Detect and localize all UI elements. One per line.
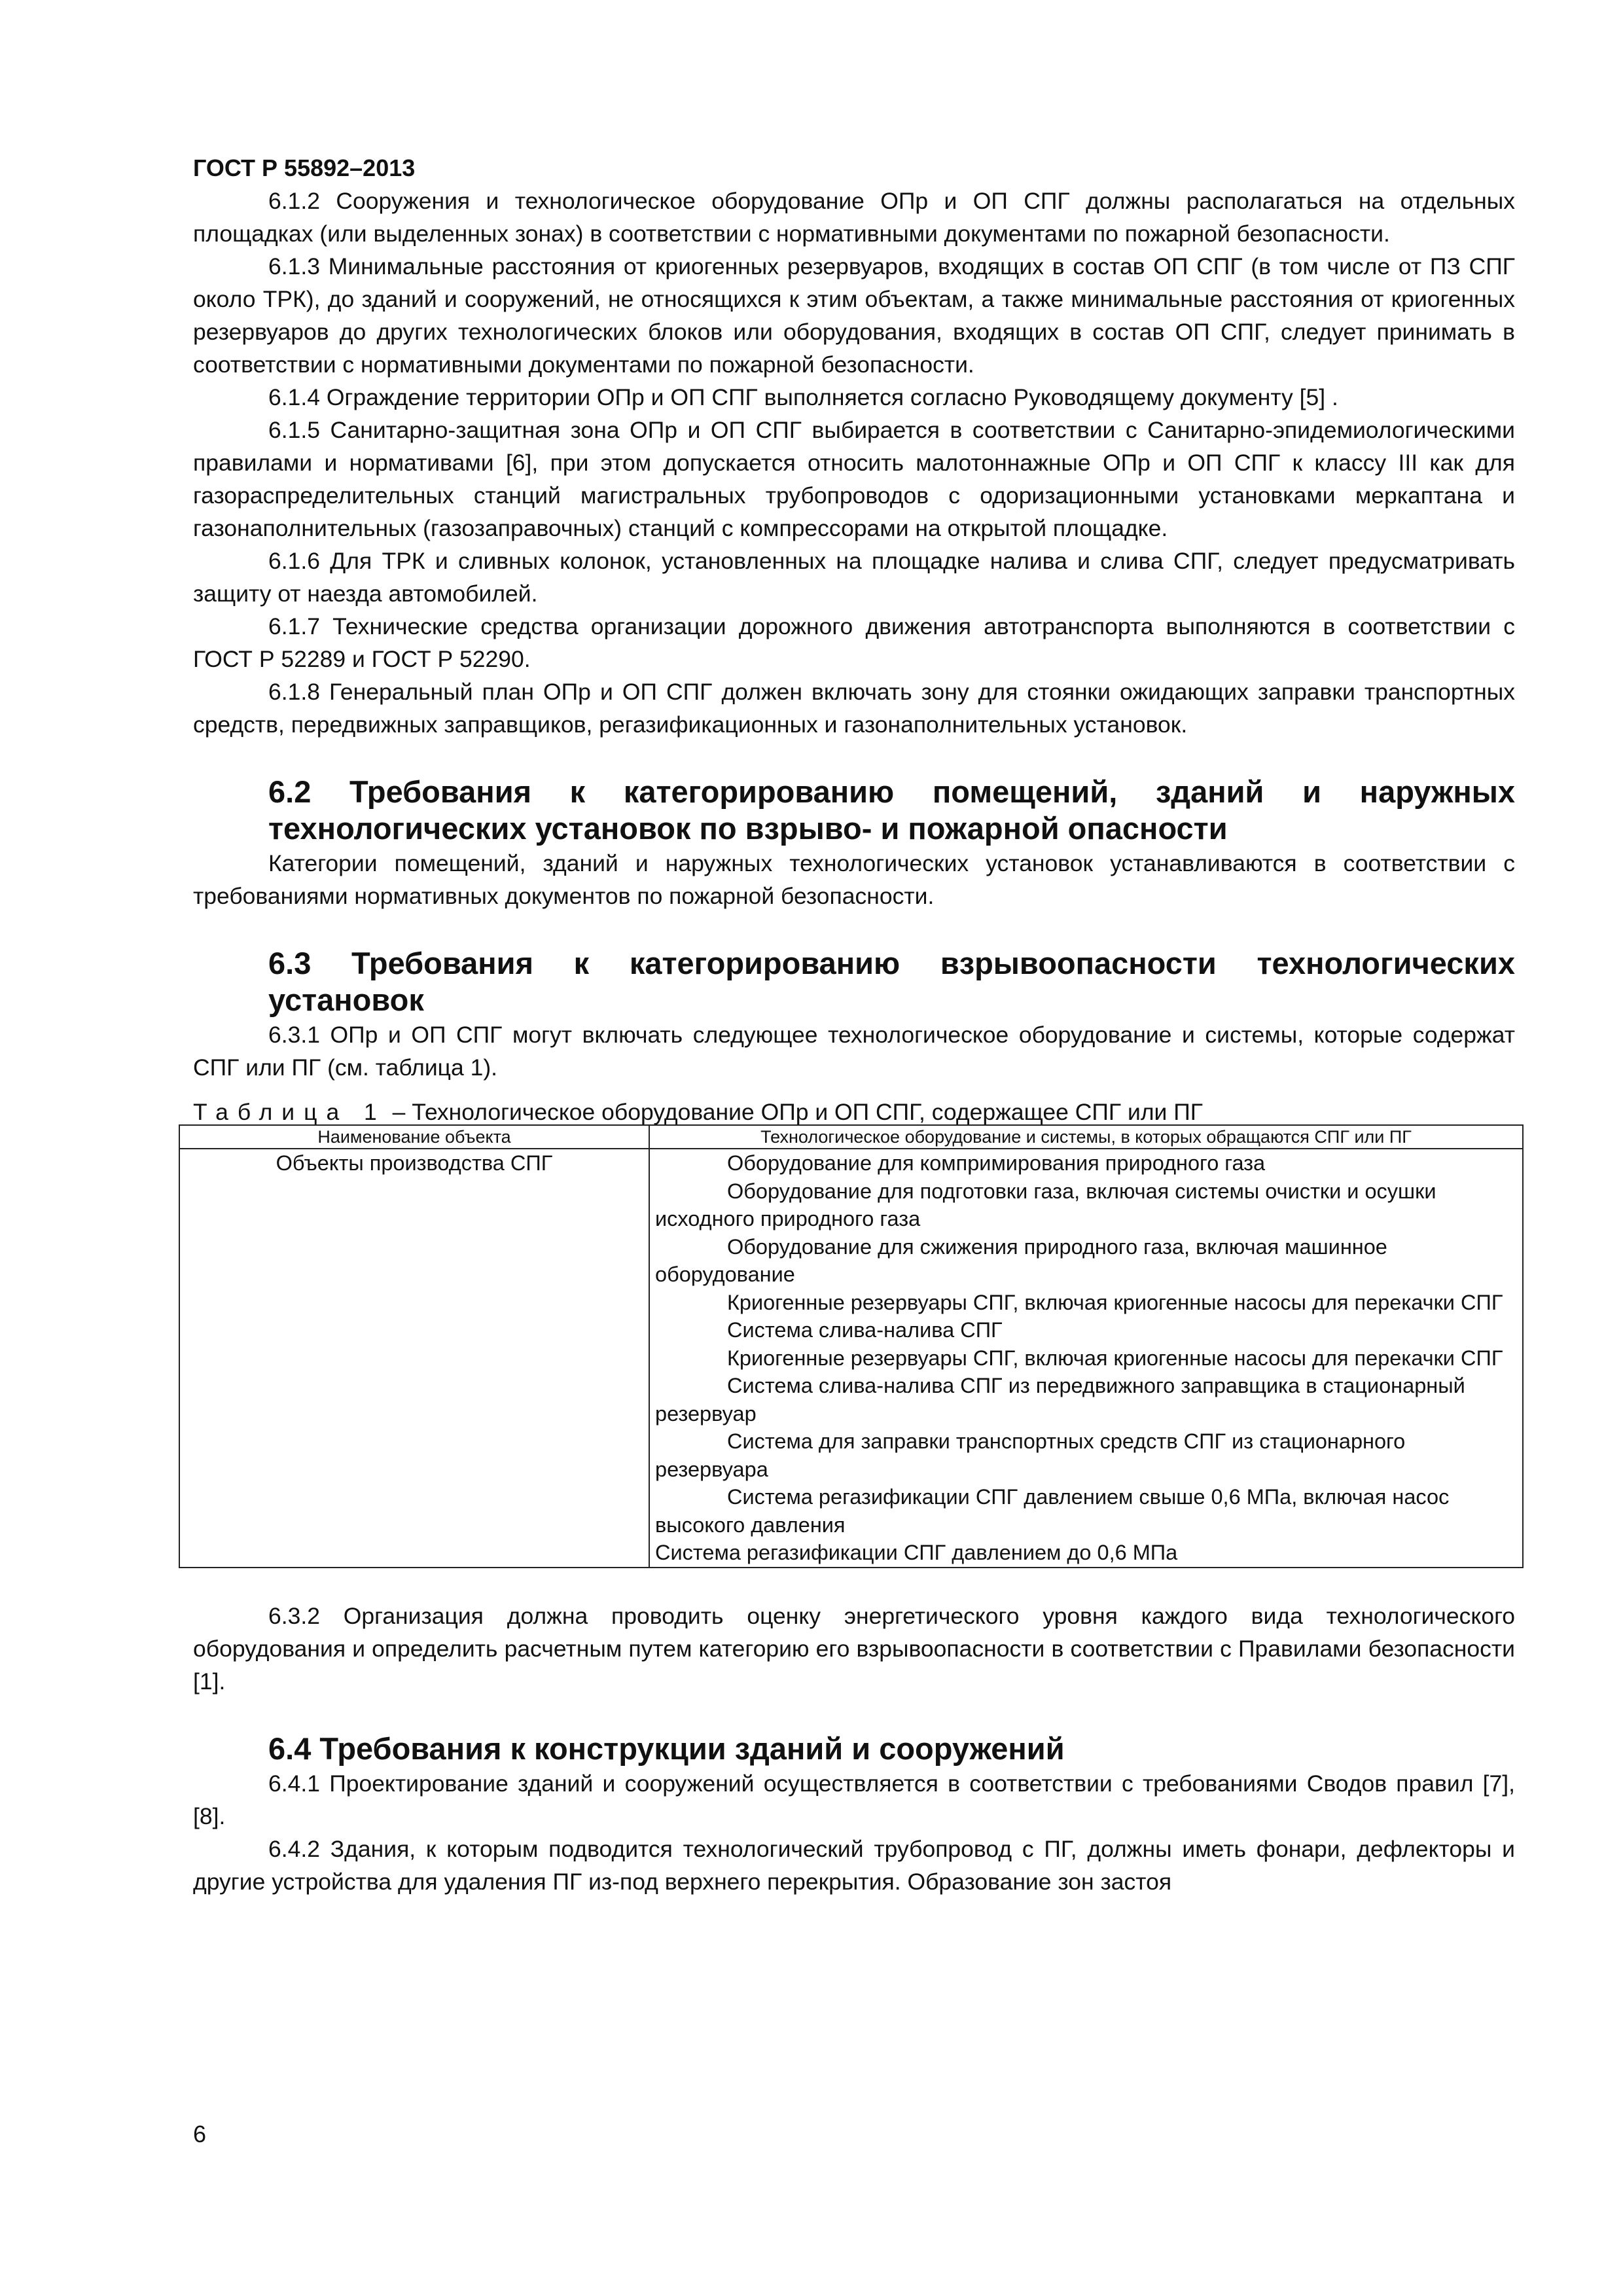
paragraph-6-1-4: 6.1.4 Ограждение территории ОПр и ОП СПГ выполняется согласно Руководящему документу [5] . xyxy=(268,384,1338,410)
document-page xyxy=(193,152,1515,1898)
table-caption-label: Таблица 1 xyxy=(193,1099,386,1125)
equipment-item: Криогенные резервуары СПГ, включая криогенные насосы для перекачки СПГ xyxy=(727,1290,1503,1314)
equipment-item: Оборудование для подготовки газа, включая системы очистки и осушки исходного природного газа xyxy=(655,1179,1436,1230)
paragraph-6-1-8: 6.1.8 Генеральный план ОПр и ОП СПГ должен включать зону для стоянки ожидающих заправки транспортных средств, передвижных заправщиков, регазификационных и газонаполнительных установок. xyxy=(193,679,1515,738)
paragraph-6-3-2: 6.3.2 Организация должна проводить оценку энергетического уровня каждого вида технологического оборудования и определить расчетным путем категорию его взрывоопасности в соответствии с Правилами безопасности [1]. xyxy=(193,1602,1515,1695)
table-cell-object: Объекты производства СПГ xyxy=(179,1149,649,1568)
document-header: ГОСТ Р 55892–2013 xyxy=(193,154,416,181)
paragraph-6-1-5: 6.1.5 Санитарно-защитная зона ОПр и ОП СПГ выбирается в соответствии с Санитарно-эпидемиологическими правилами и нормативами [6], при этом допускается относить малотоннажные ОПр и ОП СПГ к классу III как для газораспределительных станций магистральных трубопроводов с одоризационными установками меркаптана и газонаполнительных (газозаправочных) станций с компрессорами на открытой площадке. xyxy=(193,417,1515,541)
section-heading-6-3: 6.3 Требования к категорированию взрывоопасности технологических установок xyxy=(268,946,1515,1017)
table-header-row xyxy=(179,1125,1523,1149)
table-row xyxy=(179,1149,1523,1568)
paragraph-6-4-2: 6.4.2 Здания, к которым подводится технологический трубопровод с ПГ, должны иметь фонари, дефлекторы и другие устройства для удаления ПГ из-под верхнего перекрытия. Образование зон застоя xyxy=(193,1835,1515,1895)
equipment-item: Система слива-налива СПГ xyxy=(727,1318,1003,1342)
table-header-equipment: Технологическое оборудование и системы, в которых обращаются СПГ или ПГ xyxy=(649,1125,1523,1149)
equipment-item: Система регазификации СПГ давлением свыше 0,6 МПа, включая насос высокого давления xyxy=(655,1485,1450,1537)
equipment-item: Оборудование для сжижения природного газа, включая машинное оборудование xyxy=(655,1234,1387,1286)
paragraph-6-4-1: 6.4.1 Проектирование зданий и сооружений осуществляется в соответствии с требованиями Сводов правил [7], [8]. xyxy=(193,1770,1515,1829)
table-cell-equipment xyxy=(649,1149,1523,1568)
section-heading-6-4: 6.4 Требования к конструкции зданий и сооружений xyxy=(268,1731,1065,1766)
paragraph-6-1-3: 6.1.3 Минимальные расстояния от криогенных резервуаров, входящих в состав ОП СПГ (в том числе от ПЗ СПГ около ТРК), до зданий и сооружений, не относящихся к этим объектам, а также минимальные расстояния от криогенных резервуаров до других технологических блоков или оборудования, входящих в состав ОП СПГ, следует принимать в соответствии с нормативными документами по пожарной безопасности. xyxy=(193,253,1515,378)
equipment-item: Криогенные резервуары СПГ, включая криогенные насосы для перекачки СПГ xyxy=(727,1346,1503,1370)
equipment-table xyxy=(179,1124,1524,1568)
paragraph-6-1-6: 6.1.6 Для ТРК и сливных колонок, установленных на площадке налива и слива СПГ, следует предусматривать защиту от наезда автомобилей. xyxy=(193,548,1515,607)
paragraph-6-1-2: 6.1.2 Сооружения и технологическое оборудование ОПр и ОП СПГ должны располагаться на отдельных площадках (или выделенных зонах) в соответствии с нормативными документами по пожарной безопасности. xyxy=(193,188,1515,247)
equipment-item: Система для заправки транспортных средств СПГ из стационарного резервуара xyxy=(655,1429,1406,1481)
paragraph-6-3-1: 6.3.1 ОПр и ОП СПГ могут включать следующее технологическое оборудование и системы, которые содержат СПГ или ПГ (см. таблица 1). xyxy=(193,1022,1515,1081)
table-caption xyxy=(193,1100,1515,1124)
page-number: 6 xyxy=(193,2121,207,2147)
table-header-object: Наименование объекта xyxy=(179,1125,649,1149)
equipment-item: Система регазификации СПГ давлением до 0,6 МПа xyxy=(655,1541,1178,1564)
paragraph-6-1-7: 6.1.7 Технические средства организации дорожного движения автотранспорта выполняются в соответствии с ГОСТ Р 52289 и ГОСТ Р 52290. xyxy=(193,613,1515,672)
equipment-item: Система слива-налива СПГ из передвижного заправщика в стационарный резервуар xyxy=(655,1374,1465,1426)
paragraph-6-2: Категории помещений, зданий и наружных технологических установок устанавливаются в соответствии с требованиями нормативных документов по пожарной безопасности. xyxy=(193,850,1515,909)
section-heading-6-2: 6.2 Требования к категорированию помещений, зданий и наружных технологических установок по взрыво- и пожарной опасности xyxy=(268,774,1515,846)
table-caption-text: – Технологическое оборудование ОПр и ОП СПГ, содержащее СПГ или ПГ xyxy=(385,1099,1203,1125)
equipment-item: Оборудование для компримирования природного газа xyxy=(727,1151,1266,1175)
